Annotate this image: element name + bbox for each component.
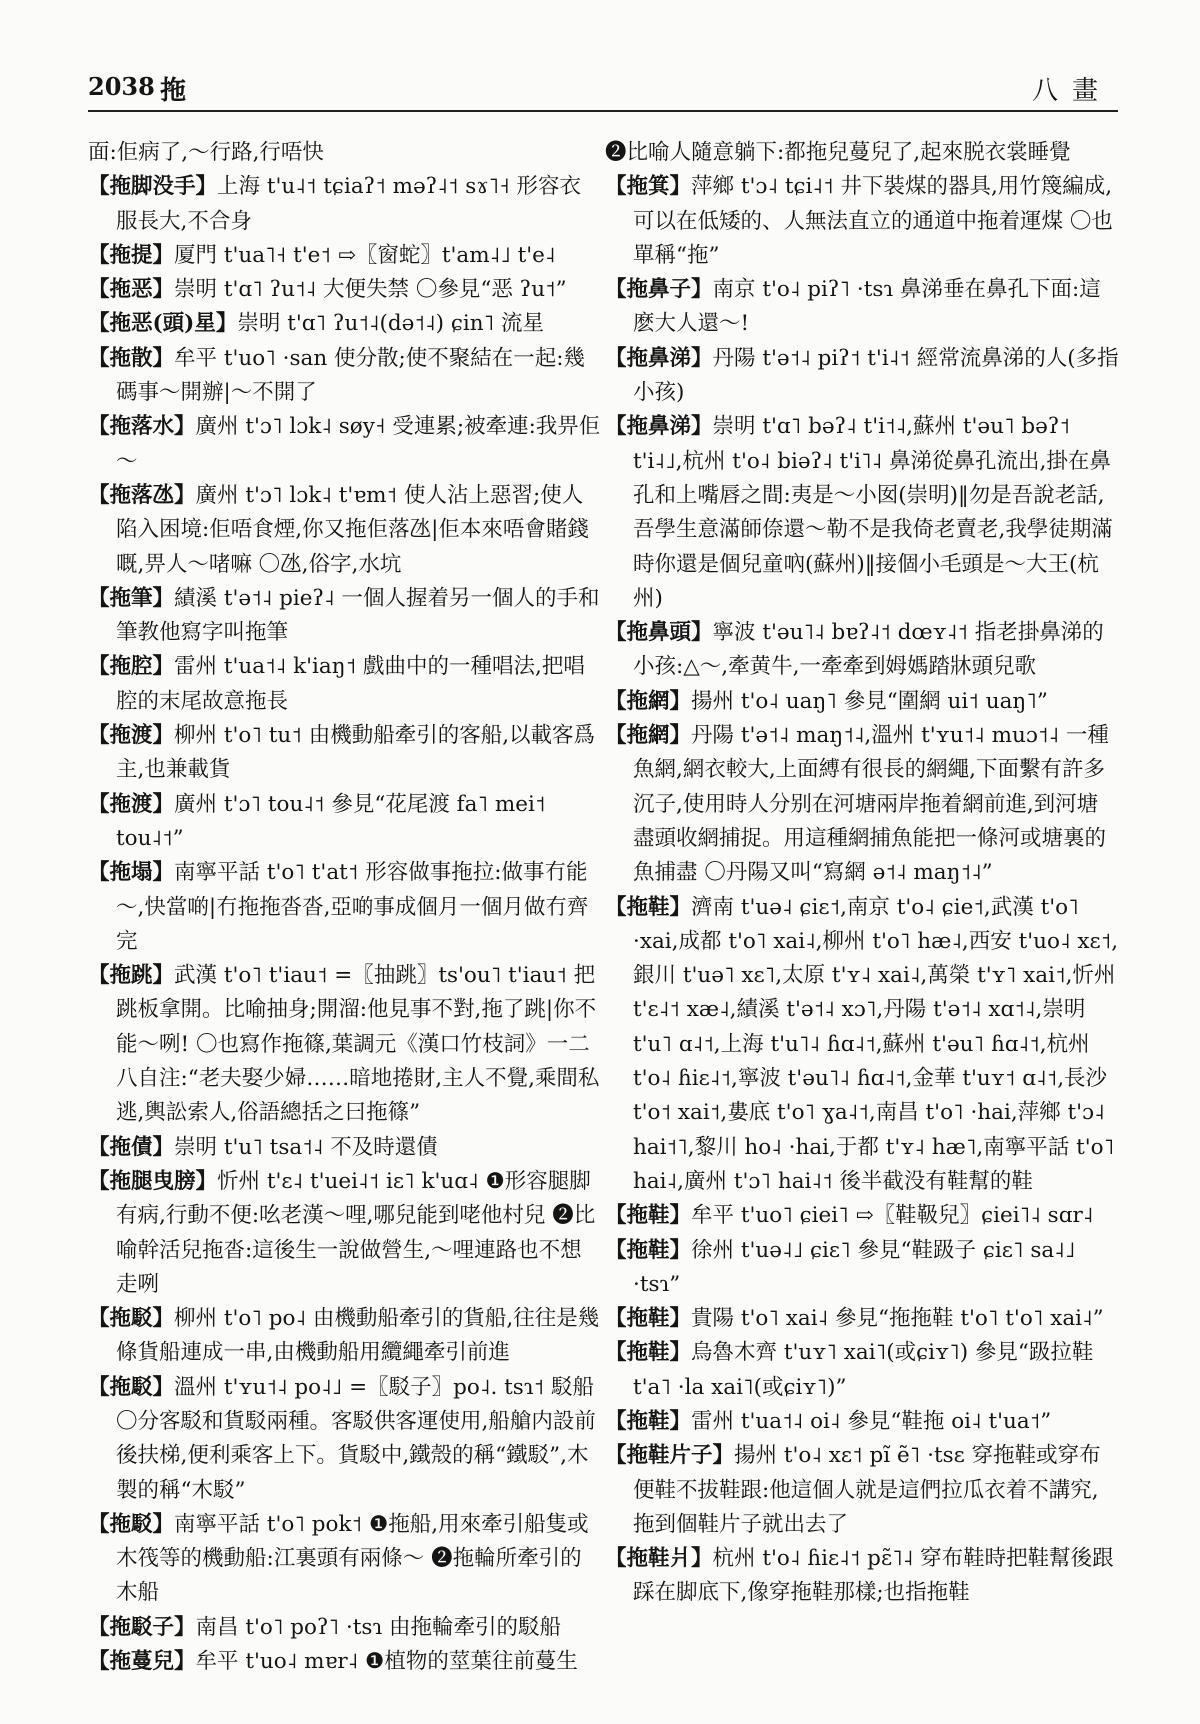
entry-headword: 【拖箕】 bbox=[605, 174, 692, 200]
dictionary-entry bbox=[88, 239, 602, 273]
dictionary-entry bbox=[605, 136, 1119, 170]
entry-headword: 【拖落水】 bbox=[88, 414, 196, 440]
entry-text: 柳州 t'o˥ po˨ 由機動船牽引的貨船,往往是幾條貨船連成一串,由機動船用纜繩牽引前進 bbox=[116, 1306, 600, 1366]
dictionary-entry bbox=[88, 479, 602, 582]
entry-text: 厦門 t'ua˥˧ t'e˦ ⇨〖窗蛇〗t'am˨˩ t'e˨ bbox=[174, 242, 556, 268]
head-character: 拖 bbox=[160, 76, 187, 106]
entry-text: 雷州 t'ua˦˨ k'iaŋ˦ 戲曲中的一種唱法,把唱腔的末尾故意拖長 bbox=[116, 654, 585, 714]
entry-headword: 【拖鞋】 bbox=[605, 1203, 692, 1229]
entry-headword: 【拖渡】 bbox=[88, 791, 175, 817]
entry-headword: 【拖鞋】 bbox=[605, 1306, 692, 1332]
dictionary-entry bbox=[88, 307, 602, 341]
entry-headword: 【拖鼻子】 bbox=[605, 277, 713, 303]
entry-headword: 【拖鞋片子】 bbox=[605, 1443, 735, 1469]
entry-headword: 【拖渡】 bbox=[88, 723, 175, 749]
right-column bbox=[605, 136, 1119, 1611]
dictionary-entry bbox=[605, 170, 1119, 273]
entry-headword: 【拖脚没手】 bbox=[88, 174, 218, 200]
entry-headword: 【拖駁】 bbox=[88, 1374, 175, 1400]
entry-headword: 【拖蔓兒】 bbox=[88, 1649, 196, 1675]
entry-headword: 【拖網】 bbox=[605, 688, 692, 714]
entry-headword: 【拖腿曳膀】 bbox=[88, 1168, 218, 1194]
entry-text: 牟平 t'uo˥ ·san 使分散;使不聚結在一起:幾碼事～開辦|～不開了 bbox=[116, 345, 585, 406]
entry-text: 忻州 t'ɛ˨ t'uei˨˦ iɛ˥ k'uɑ˨ ❶形容腿脚有病,行動不便:吆老漢～哩,哪兒能到咾他村兒 ❷比喻幹活兒拖沓:這後生一說做營生,～哩連路也不想走咧 bbox=[116, 1168, 596, 1297]
dictionary-entry bbox=[605, 1405, 1119, 1439]
entry-headword: 【拖鞋】 bbox=[605, 1237, 692, 1263]
dictionary-entry bbox=[88, 1611, 602, 1645]
entry-headword: 【拖債】 bbox=[88, 1134, 175, 1160]
dictionary-entry bbox=[88, 410, 602, 479]
dictionary-entry bbox=[605, 1199, 1119, 1233]
entry-headword: 【拖落氹】 bbox=[88, 482, 196, 508]
entry-headword: 【拖鼻涕】 bbox=[605, 414, 713, 440]
entry-text: 徐州 t'uə˨˩ ɕiɛ˥ 參見“鞋趿子 ɕiɛ˥ sa˨˩ ·tsɿ” bbox=[633, 1237, 1076, 1297]
entry-text: 武漢 t'o˥ t'iau˦ =〖抽跳〗ts'ou˥ t'iau˦ 把跳板拿開。比喻抽身;開溜:他見事不對,拖了跳|你不能～咧! 〇也寫作拖篠,葉調元《漢口竹枝詞》一二八自注:“老夫娶少婦……暗地捲財,主人不覺,乘間私逃,輿訟索人,俗語總括之曰拖篠” bbox=[116, 963, 600, 1126]
entry-headword: 【拖鼻涕】 bbox=[605, 345, 713, 371]
dictionary-entry bbox=[88, 1508, 602, 1611]
entry-headword: 【拖鼻頭】 bbox=[605, 620, 713, 646]
entry-text: 崇明 t'ɑ˥ ʔu˦˨ 大便失禁 〇參見“恶 ʔu˦” bbox=[174, 277, 567, 303]
entry-text: 寧波 t'əu˥˨ bɐʔ˨˦ dœʏ˨˦ 指老掛鼻涕的小孩:△～,牽黄牛,一牽牽到姆媽踏牀頭兒歌 bbox=[633, 620, 1104, 680]
dictionary-entry bbox=[88, 1165, 602, 1302]
entry-headword: 【拖恶】 bbox=[88, 277, 175, 303]
dictionary-entry bbox=[88, 136, 602, 170]
entry-headword: 【拖恶(頭)星】 bbox=[88, 311, 238, 337]
entry-text: 柳州 t'o˥ tu˦ 由機動船牽引的客船,以載客爲主,也兼載貨 bbox=[116, 723, 596, 783]
entry-headword: 【拖跳】 bbox=[88, 963, 175, 989]
entry-text: 廣州 t'ɔ˥ lɔk˨ søy˧ 受連累;被牽連:我畀佢～ bbox=[116, 414, 601, 474]
entry-text: ❷比喻人隨意躺下:都拖兒蔓兒了,起來脱衣裳睡覺 bbox=[605, 140, 1071, 165]
dictionary-entry bbox=[605, 719, 1119, 890]
dictionary-entry bbox=[88, 788, 602, 857]
entry-headword: 【拖鞋爿】 bbox=[605, 1546, 713, 1572]
dictionary-entry bbox=[88, 1645, 602, 1679]
entry-text: 南寧平話 t'o˥ t'at˦ 形容做事拖拉:做事冇能～,快當啲|冇拖拖沓沓,亞啲事成個月一個月做冇齊完 bbox=[116, 860, 589, 954]
entry-text: 崇明 t'ɑ˥ bəʔ˨ t'i˦˨,蘇州 t'əu˥ bəʔ˦ t'i˨˩,杭州 t'o˨ biəʔ˨ t'i˥˨ 鼻涕從鼻孔流出,掛在鼻孔和上嘴唇之間:夷是～小囡(崇明)‖勿是吾說老話,吾學生意滿師倷還～勒不是我倚老賣老,我學徒期滿時你還是個兒童吶(蘇州)‖接個小毛頭是～大王(杭州) bbox=[633, 414, 1113, 611]
dictionary-entry bbox=[605, 1302, 1119, 1336]
section-label: 八畫 bbox=[1031, 76, 1112, 106]
entry-headword: 【拖腔】 bbox=[88, 654, 175, 680]
entry-text: 牟平 t'uo˨ mɐr˨ ❶植物的莖葉往前蔓生 bbox=[195, 1649, 578, 1675]
dictionary-entry bbox=[88, 1302, 602, 1371]
entry-headword: 【拖鞋】 bbox=[605, 1408, 692, 1434]
dictionary-entry bbox=[88, 650, 602, 719]
dictionary-entry bbox=[88, 959, 602, 1130]
entry-headword: 【拖鞋】 bbox=[605, 894, 692, 920]
entry-text: 烏魯木齊 t'uʏ˥ xai˥(或ɕiʏ˥) 參見“趿拉鞋 t'a˥ ·la xai˥(或ɕiʏ˥)” bbox=[633, 1340, 1094, 1400]
dictionary-entry bbox=[605, 1542, 1119, 1611]
entry-text: 崇明 t'ɑ˥ ʔu˦˨(də˦˨) ɕin˥ 流星 bbox=[237, 311, 545, 337]
page-header bbox=[88, 68, 1118, 112]
entry-text: 廣州 t'ɔ˥ lɔk˨ t'ɐm˦ 使人沾上惡習;使人陷入困境:佢唔食煙,你又拖佢落氹|佢本來唔會賭錢嘅,畀人～啫嘛 〇氹,俗字,水坑 bbox=[116, 482, 589, 577]
entry-headword: 【拖駁】 bbox=[88, 1511, 175, 1537]
entry-headword: 【拖筆】 bbox=[88, 585, 175, 611]
entry-text: 杭州 t'o˨ ɦiɛ˨˦ pɛ̃˥˨ 穿布鞋時把鞋幫後跟踩在脚底下,像穿拖鞋那樣;也指拖鞋 bbox=[633, 1546, 1114, 1606]
entry-headword: 【拖散】 bbox=[88, 345, 175, 371]
dictionary-entry bbox=[605, 342, 1119, 411]
entry-headword: 【拖駁】 bbox=[88, 1306, 175, 1332]
entry-text: 南寧平話 t'o˥ pok˦ ❶拖船,用來牽引船隻或木筏等的機動船:江裏頭有兩條～ ❷拖輪所牽引的木船 bbox=[116, 1511, 589, 1606]
entry-text: 廣州 t'ɔ˥ tou˨˦ 參見“花尾渡 fa˥ mei˦ tou˨˦” bbox=[116, 791, 546, 851]
dictionary-entry bbox=[605, 616, 1119, 685]
entry-text: 貴陽 t'o˥ xai˨ 參見“拖拖鞋 t'o˥ t'o˥ xai˨” bbox=[691, 1306, 1104, 1332]
dictionary-entry bbox=[88, 582, 602, 651]
dictionary-entry bbox=[88, 342, 602, 411]
entry-text: 揚州 t'o˨ uaŋ˥ 參見“圍網 ui˦ uaŋ˥” bbox=[691, 688, 1048, 714]
dictionary-entry bbox=[88, 1131, 602, 1165]
dictionary-entry bbox=[605, 273, 1119, 342]
entry-text: 溫州 t'ʏu˦˨ po˨˩ =〖駁子〗po˨. tsɿ˦ 駁船 〇分客駁和貨駁兩種。客駁供客運使用,船艙内設前後扶梯,便利乘客上下。貨駁中,鐵殼的稱“鐵駁”,木製的稱“木駁” bbox=[116, 1374, 596, 1503]
left-column bbox=[88, 136, 602, 1679]
dictionary-entry bbox=[88, 856, 602, 959]
dictionary-entry bbox=[605, 685, 1119, 719]
entry-headword: 【拖塌】 bbox=[88, 860, 175, 886]
entry-text: 丹陽 t'ə˦˨ piʔ˦ t'i˨˦ 經常流鼻涕的人(多指小孩) bbox=[633, 345, 1119, 406]
entry-headword: 【拖駁子】 bbox=[88, 1614, 196, 1640]
dictionary-entry bbox=[605, 410, 1119, 616]
entry-headword: 【拖提】 bbox=[88, 242, 175, 268]
entry-text: 面:佢病了,～行路,行唔快 bbox=[88, 140, 324, 165]
dictionary-entry bbox=[605, 1439, 1119, 1542]
entry-headword: 【拖網】 bbox=[605, 723, 692, 749]
entry-text: 南京 t'o˨ piʔ˥ ·tsɿ 鼻涕垂在鼻孔下面:這麽大人還～! bbox=[633, 277, 1101, 337]
dictionary-entry bbox=[605, 1234, 1119, 1303]
dictionary-entry bbox=[605, 891, 1119, 1200]
entry-text: 萍鄉 t'ɔ˨ tɕi˨˦ 井下裝煤的器具,用竹篾編成,可以在低矮的、人無法直立的通道中拖着運煤 〇也單稱“拖” bbox=[633, 174, 1113, 268]
entry-text: 雷州 t'ua˦˨ oi˨ 參見“鞋拖 oi˨ t'ua˦” bbox=[691, 1408, 1052, 1434]
entry-text: 績溪 t'ə˦˨ pieʔ˨ 一個人握着另一個人的手和筆教他寫字叫拖筆 bbox=[116, 585, 600, 646]
dictionary-entry bbox=[88, 273, 602, 307]
entry-text: 南昌 t'o˥ poʔ˥ ·tsɿ 由拖輪牽引的駁船 bbox=[195, 1614, 562, 1640]
entry-headword: 【拖鞋】 bbox=[605, 1340, 692, 1366]
dictionary-entry bbox=[88, 1371, 602, 1508]
entry-text: 上海 t'u˨˦ tɕiaʔ˦ məʔ˨˦ sɤ˥˧ 形容衣服長大,不合身 bbox=[116, 174, 582, 234]
entry-text: 揚州 t'o˨ xɛ˦ pĩ ẽ˥ ·tsɛ 穿拖鞋或穿布便鞋不拔鞋跟:他這個人就是這們拉瓜衣着不講究,拖到個鞋片子就出去了 bbox=[633, 1443, 1101, 1537]
entry-text: 崇明 t'u˥ tsa˦˨ 不及時還債 bbox=[174, 1134, 438, 1160]
entry-text: 丹陽 t'ə˦˨ maŋ˦˨,溫州 t'ʏu˦˨ muɔ˦˨ 一種魚網,網衣較大,上面縛有很長的網繩,下面繫有許多沉子,使用時人分别在河塘兩岸拖着網前進,到河塘盡頭收網捕捉。用這種網捕魚能把一條河或塘裏的魚捕盡 〇丹陽又叫“寫網 ə˦˨ maŋ˦˨” bbox=[633, 723, 1109, 886]
dictionary-entry bbox=[88, 719, 602, 788]
page-number: 2038 bbox=[88, 72, 155, 101]
entry-text: 牟平 t'uo˥ ɕiei˥ ⇨〖鞋靸兒〗ɕiei˥˨ sɑr˨ bbox=[691, 1203, 1094, 1229]
dictionary-entry bbox=[88, 170, 602, 239]
dictionary-entry bbox=[605, 1336, 1119, 1405]
entry-text: 濟南 t'uə˨ ɕiɛ˦,南京 t'o˨ ɕie˦,武漢 t'o˥ ·xai,成都 t'o˥ xai˨,柳州 t'o˥ hæ˨,西安 t'uo˨ xɛ˦,銀川 t'uə˥ xɛ˥,太原 t'ʏ˨ xai˨,萬榮 t'ʏ˥ xai˦,忻州 t'ɛ˨˦ xæ˨,績溪 t'ə˦˨ xɔ˥,丹陽 t'ə˦˨ xɑ˦˨,崇明 t'u˥ ɑ˨˦,上海 t'u˥˨ ɦɑ˨˦,蘇州 t'əu˥ ɦɑ˨˦,杭州 t'o˨ ɦiɛ˨˦,寧波 t'əu˥˨ ɦɑ˨˦,金華 t'uʏ˦ ɑ˨˦,長沙 t'o˦ xai˦,婁底 t'o˥ ɣa˨˦,南昌 t'o˥ ·hai,萍鄉 t'ɔ˨ hai˦˥,黎川 ho˨ ·hai,于都 t'ʏ˨ hæ˥,南寧平話 t'o˥ hai˨,廣州 t'ɔ˥ hai˨˦ 後半截没有鞋幫的鞋 bbox=[633, 894, 1119, 1194]
